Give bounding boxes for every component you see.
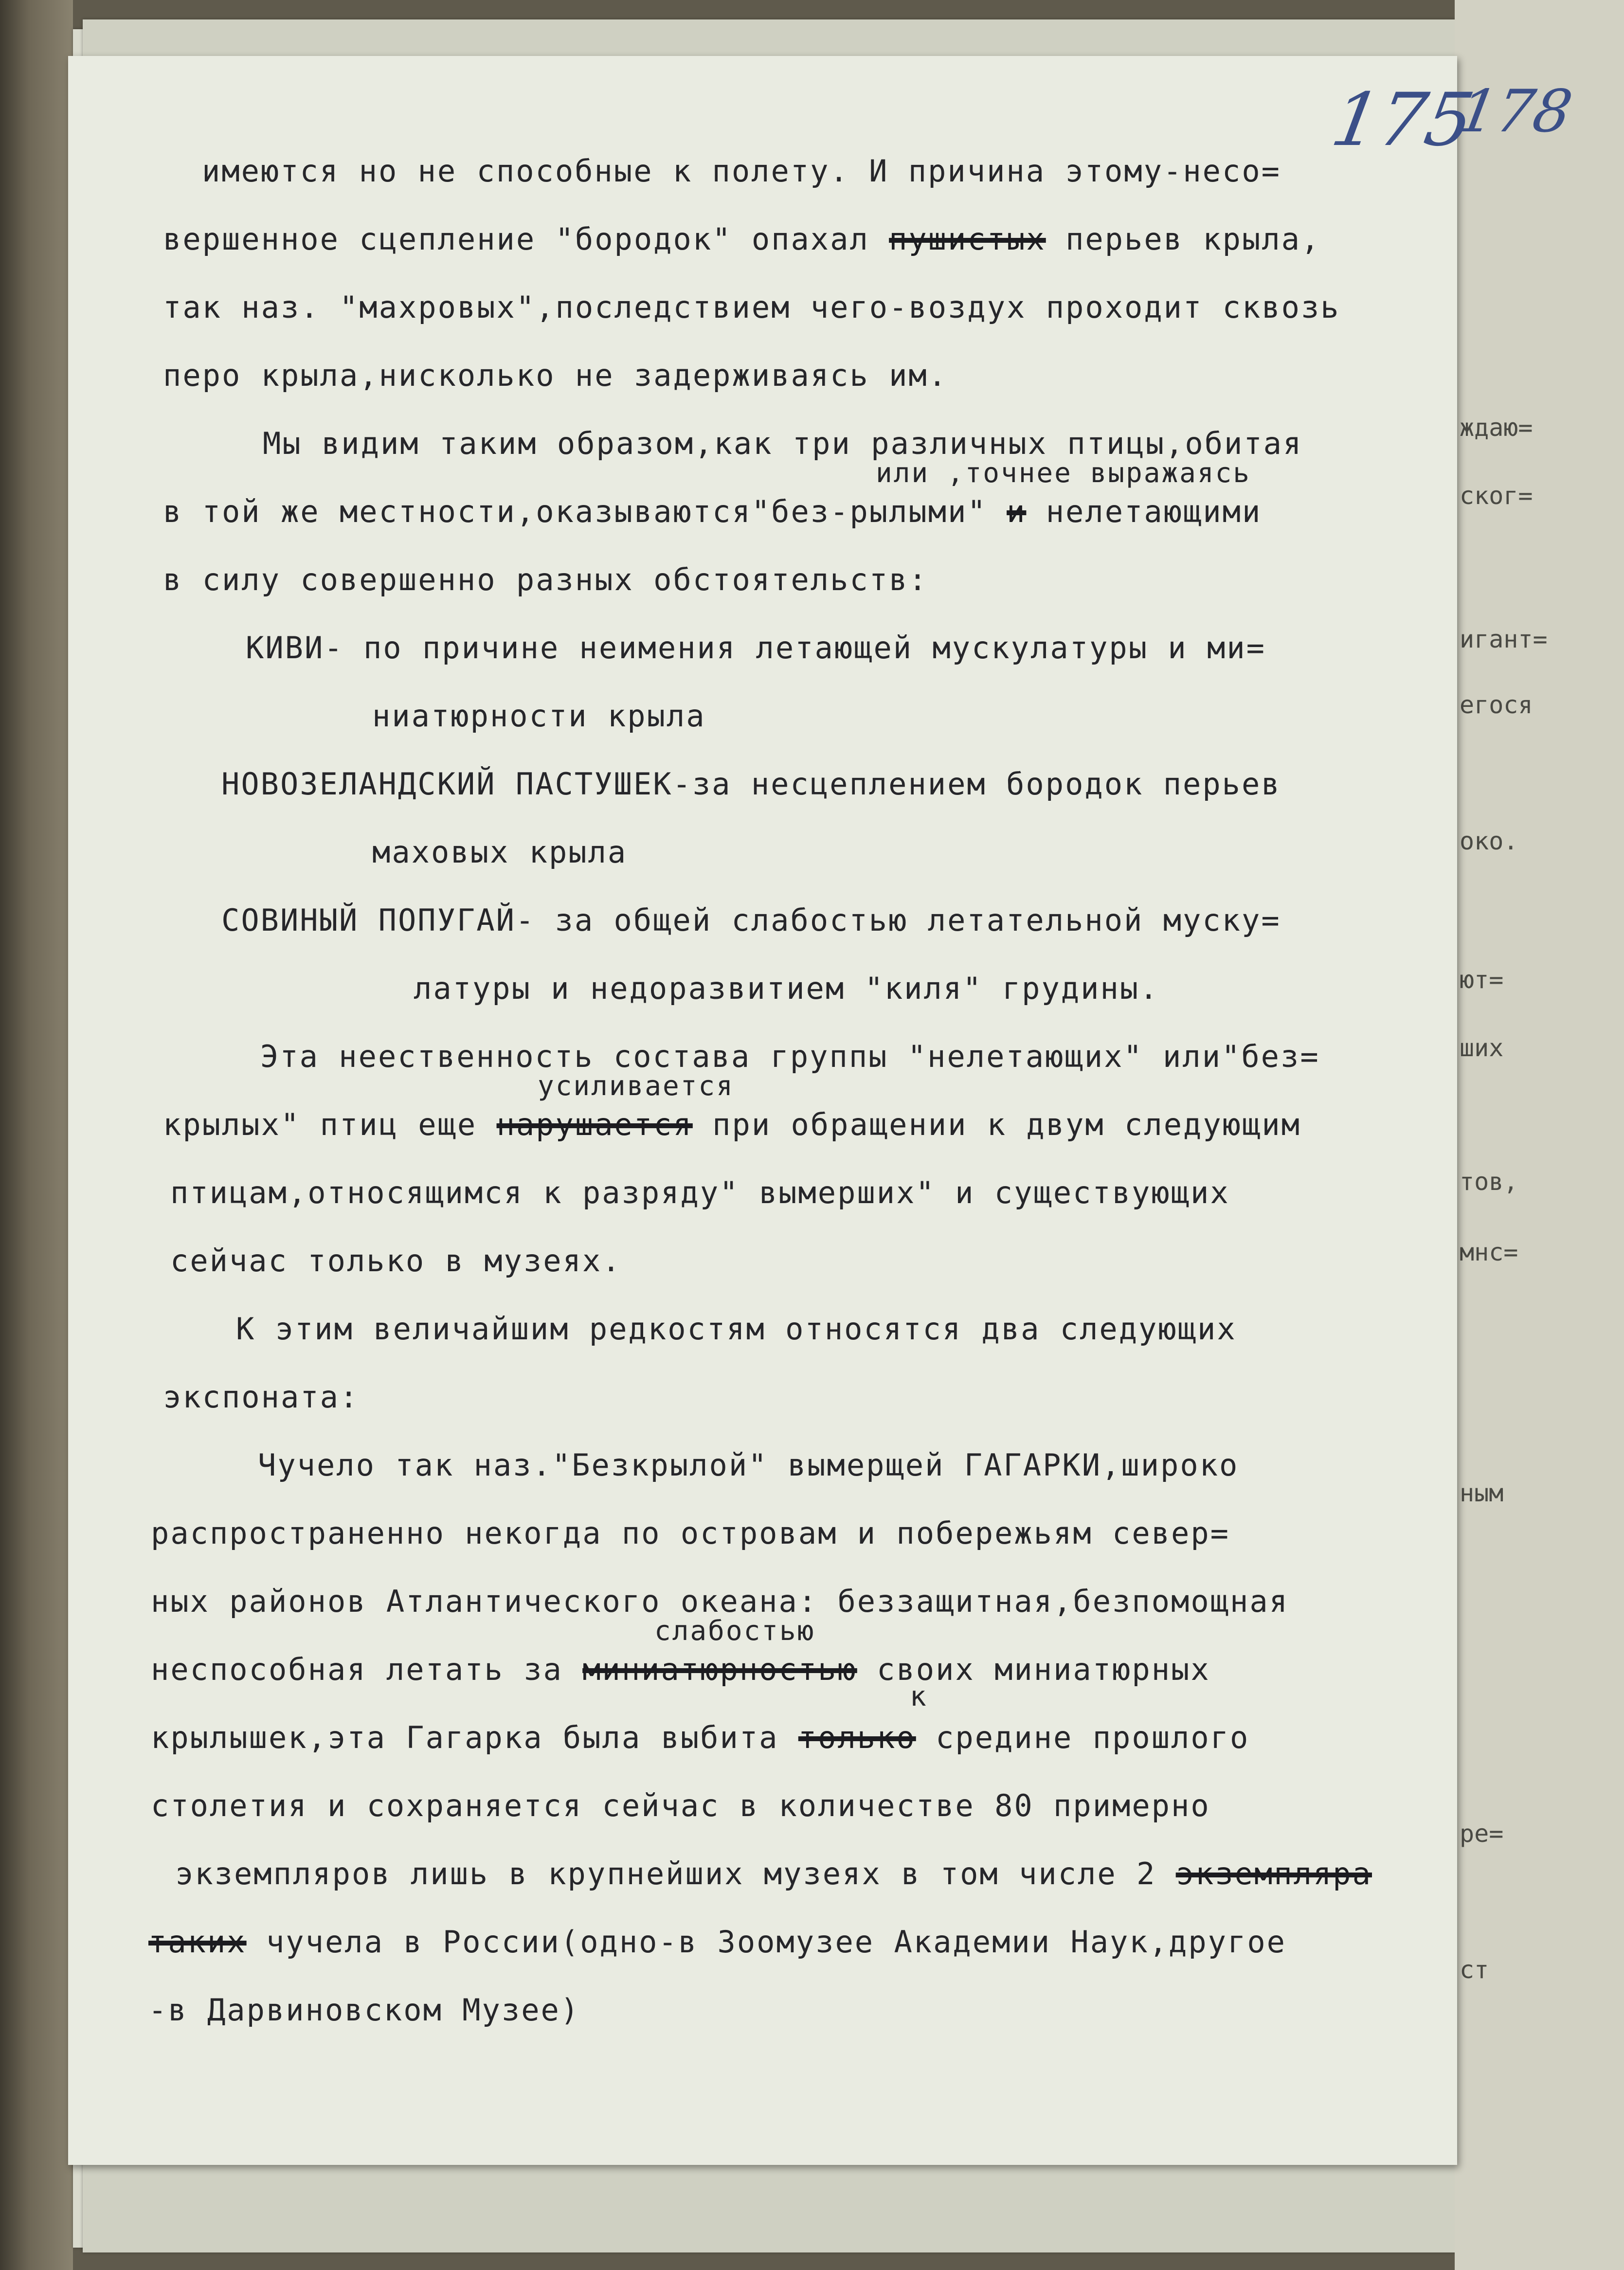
text-line: экспоната: (163, 1379, 360, 1415)
text-line: -в Дарвиновском Музее) (148, 1992, 580, 2028)
text-line: в силу совершенно разных обстоятельств: (163, 562, 928, 597)
struck-word: миниатюрностью (582, 1652, 857, 1687)
text-line (175, 1856, 1372, 1892)
page-number-stamp: 175 (1325, 78, 1480, 162)
text-line: имеются но не способные к полету. И причина этому-несо= (202, 153, 1281, 189)
text-fragment: средине прошлого (936, 1720, 1250, 1755)
underlying-fragment: око. (1460, 827, 1518, 855)
struck-word: экземпляра (1175, 1856, 1372, 1892)
underlying-fragment: мнс= (1460, 1238, 1518, 1266)
typed-insertion (876, 457, 1251, 489)
underlying-fragment: ждаю= (1460, 414, 1533, 442)
text-line: Чучело так наз."Безкрылой" вымерщей ГАГАРКИ,широко (258, 1447, 1239, 1483)
text-line: сейчас только в музеях. (170, 1243, 622, 1279)
text-line: СОВИНЫЙ ПОПУГАЙ- за общей слабостью летательной муску= (221, 902, 1281, 938)
text-line: К этим величайшим редкостям относятся два следующих (236, 1311, 1237, 1347)
typed-insertion: слабостью (654, 1615, 815, 1647)
underlying-page (1455, 0, 1624, 2270)
underlying-fragment: ст (1460, 1956, 1489, 1984)
underlying-fragment: егося (1460, 691, 1533, 719)
text-line: КИВИ- по причине неимения летающей мускулатуры и ми= (246, 630, 1266, 666)
text-line: распространенно некогда по островам и побережьям север= (151, 1515, 1230, 1551)
insertion-text: или ,точнее выражаясь (876, 457, 1251, 489)
text-line: латуры и недоразвитием "киля" грудины. (414, 971, 1159, 1006)
typed-insertion: к (910, 1681, 928, 1712)
text-line (148, 1924, 1286, 1960)
text-line: маховых крыла (372, 834, 628, 870)
page-number-stamp: 178 (1453, 78, 1577, 145)
underlying-fragment: ют= (1460, 966, 1504, 994)
underlying-fragment: ског= (1460, 482, 1533, 510)
text-line (163, 494, 1262, 529)
text-fragment: крылых" птиц еще (163, 1107, 477, 1142)
text-fragment: вершенное сцепление "бородок" опахал (163, 221, 869, 257)
struck-word: нарушается (496, 1107, 693, 1142)
body-text (68, 56, 1457, 2165)
typed-insertion: усиливается (538, 1070, 734, 1102)
text-line: Эта неественность состава группы "нелетающих" или"без= (260, 1039, 1320, 1074)
text-line: Мы видим таким образом,как три различных птицы,обитая (263, 426, 1303, 461)
text-fragment: нелетающими (1046, 494, 1262, 529)
underlying-fragment: ным (1460, 1479, 1504, 1507)
text-line (151, 1720, 1249, 1755)
underlying-fragment: игант= (1460, 625, 1548, 653)
text-line: так наз. "махровых",последствием чего-воздух проходит сквозь (163, 289, 1340, 325)
text-line: столетия и сохраняется сейчас в количестве 80 примерно (151, 1788, 1210, 1823)
text-fragment: при обращении к двум следующим (712, 1107, 1301, 1142)
text-fragment: неспособная летать за (151, 1652, 563, 1687)
text-line: птицам,относящимся к разряду" вымерших" и существующих (170, 1175, 1230, 1210)
underlying-fragment: ших (1460, 1034, 1504, 1062)
folder-edge (0, 0, 73, 2270)
struck-word: только (798, 1720, 916, 1755)
struck-word: и (1007, 494, 1027, 529)
text-line: перо крыла,нисколько не задерживаясь им. (163, 358, 948, 393)
text-fragment: чучела в России(одно-в Зоомузее Академии Наук,другое (266, 1924, 1286, 1960)
underlying-fragment: ре= (1460, 1820, 1504, 1848)
text-line (163, 221, 1320, 257)
text-fragment: в той же местности,оказываются"без-рылыми" (163, 494, 987, 529)
struck-word: пушистых (889, 221, 1046, 257)
text-line: ниатюрности крыла (372, 698, 706, 734)
underlying-fragment: тов, (1460, 1168, 1518, 1196)
text-fragment: своих миниатюрных (877, 1652, 1210, 1687)
text-fragment: перьев крыла, (1065, 221, 1321, 257)
text-line: НОВОЗЕЛАНДСКИЙ ПАСТУШЕК-за несцеплением бородок перьев (221, 766, 1281, 802)
text-line: ных районов Атлантического океана: беззащитная,безпомощная (151, 1584, 1289, 1619)
struck-word: таких (148, 1924, 247, 1960)
text-line (151, 1652, 1210, 1687)
text-line (163, 1107, 1301, 1142)
text-fragment: экземпляров лишь в крупнейших музеях в том числе 2 (175, 1856, 1156, 1892)
text-fragment: крылышек,эта Гагарка была выбита (151, 1720, 779, 1755)
